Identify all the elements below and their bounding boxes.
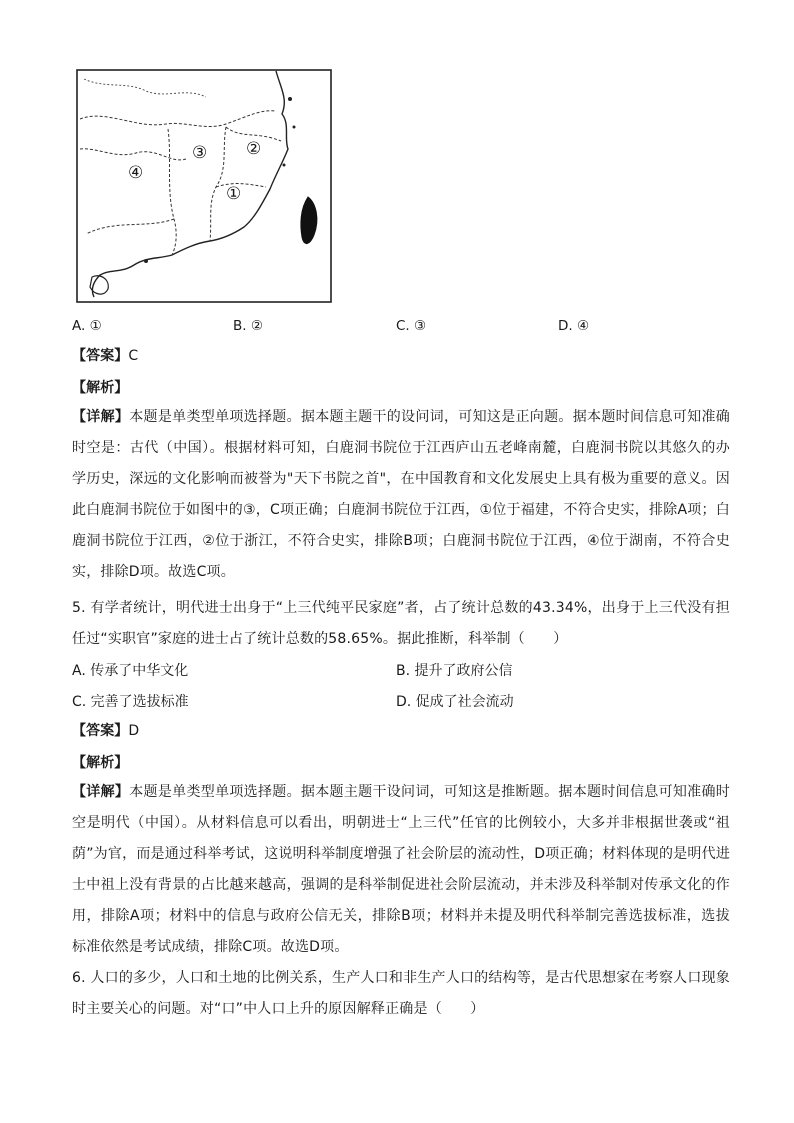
q4-answer-value: C <box>128 348 139 364</box>
map-drawing <box>76 69 332 303</box>
map-label-3: ③ <box>192 143 208 163</box>
map-label-2: ② <box>246 139 262 159</box>
q5-analysis-label <box>72 754 732 772</box>
q5-detail-text: 本题是单类型单项选择题。据本题主题干设问词，可知这是推断题。据本题时间信息可知准确时空是明代（中国）。从材料信息可以看出，明朝进士“上三代”任官的比例较小，大多并非根据世袭或“祖荫”为官，而是通过科举考试，这说明科举制度增强了社会阶层的流动性，D项正确；材料体现的是明代进士中祖上没有背景的占比越来越高，强调的是科举制促进社会阶层流动，并未涉及科举制对传承文化的作用，排除A项；材料中的信息与政府公信无关，排除B项；材料并未提及明代科举制完善选拔标准，选拔标准依然是考试成绩，排除C项。故选D项。 <box>72 784 730 955</box>
q5-analysis-label-text: 【解析】 <box>72 755 129 771</box>
q5-answer-label: 【答案】 <box>72 723 129 739</box>
china-southeast-map <box>76 69 332 303</box>
q4-option-c: C. ③ <box>396 318 427 334</box>
q4-detail-label: 【详解】 <box>72 409 130 425</box>
map-label-1: ① <box>226 184 242 204</box>
q4-option-b: B. ② <box>233 318 263 334</box>
q4-options <box>0 318 794 338</box>
q4-answer <box>72 347 732 365</box>
q5-option-a: A. 传承了中华文化 <box>72 663 189 679</box>
q4-option-a: A. ① <box>72 318 102 334</box>
map-label-4: ④ <box>128 163 144 183</box>
q5-detail <box>72 777 730 963</box>
q5-stem: 5. 有学者统计，明代进士出身于“上三代纯平民家庭”者，占了统计总数的43.34%，出身于上三代没有担任过“实职官”家庭的进士占了统计总数的58.65%。据此推断，科举制（ ） <box>72 600 730 647</box>
q5-option-b: B. 提升了政府公信 <box>396 663 513 679</box>
q4-analysis-label <box>72 379 732 397</box>
q4-detail-text: 本题是单类型单项选择题。据本题主题干的设问词，可知这是正向题。据本题时间信息可知准确时空是：古代（中国）。根据材料可知，白鹿洞书院位于江西庐山五老峰南麓，白鹿洞书院以其悠久的办学历史，深远的文化影响而被誉为"天下书院之首"，在中国教育和文化发展史上具有极为重要的意义。因此白鹿洞书院位于如图中的③，C项正确；白鹿洞书院位于江西，①位于福建，不符合史实，排除A项；白鹿洞书院位于江西，②位于浙江，不符合史实，排除B项；白鹿洞书院位于江西，④位于湖南，不符合史实，排除D项。故选C项。 <box>72 409 730 580</box>
q4-detail <box>72 402 730 588</box>
q5-option-d: D. 促成了社会流动 <box>396 694 514 710</box>
q6-stem: 6. 人口的多少，人口和土地的比例关系，生产人口和非生产人口的结构等，是古代思想家在考察人口现象时主要关心的问题。对“口”中人口上升的原因解释正确是（ ） <box>72 970 730 1017</box>
q5-detail-label: 【详解】 <box>72 784 130 800</box>
q5-answer <box>72 722 732 740</box>
q4-analysis-label-text: 【解析】 <box>72 380 129 396</box>
q5-answer-value: D <box>128 723 140 739</box>
q4-option-d: D. ④ <box>558 318 590 334</box>
q4-answer-label: 【答案】 <box>72 348 129 364</box>
q5-option-c: C. 完善了选拔标准 <box>72 694 189 710</box>
